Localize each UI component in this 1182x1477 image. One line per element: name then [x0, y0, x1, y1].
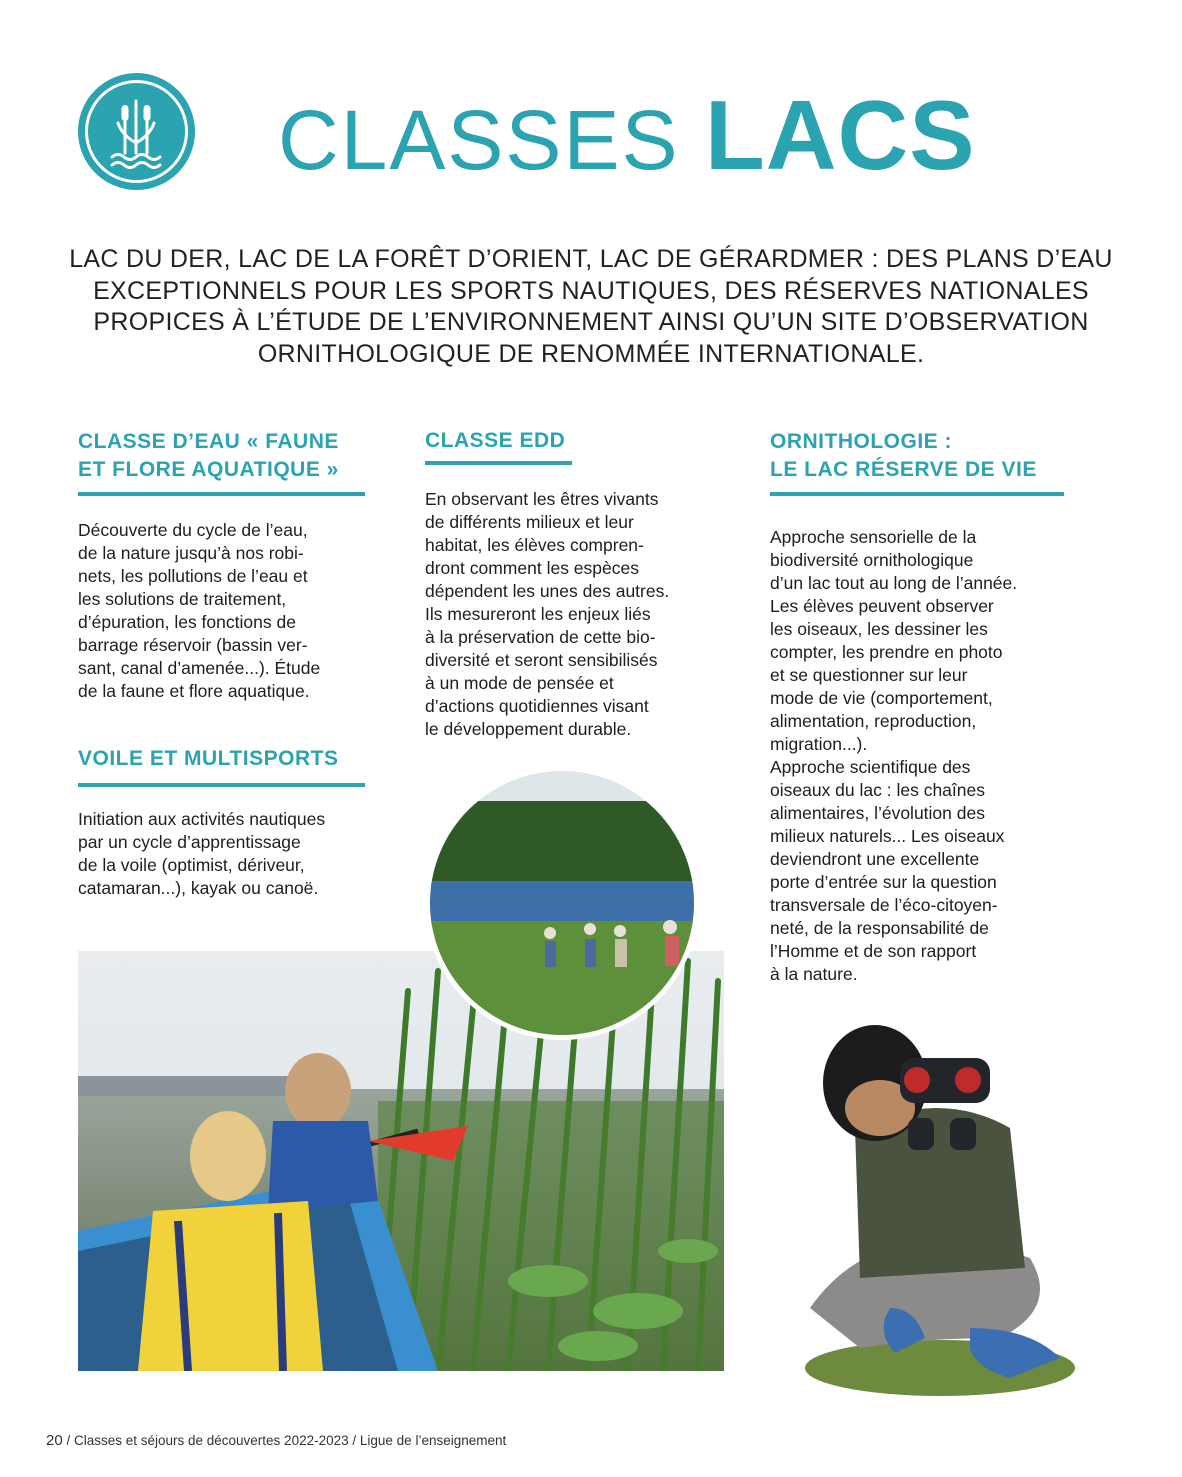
footer-separator: / — [348, 1433, 360, 1448]
section-ornitho-title-line1: ORNITHOLOGIE : — [770, 430, 952, 453]
section-edd-heading: CLASSE EDD — [425, 429, 566, 452]
section-eau-heading — [78, 428, 339, 484]
page-title — [278, 80, 976, 190]
section-voile-heading: VOILE ET MULTISPORTS — [78, 747, 339, 770]
section-ornitho-heading — [770, 428, 1037, 484]
section-ornitho-title-line2: LE LAC RÉSERVE DE VIE — [770, 458, 1037, 481]
title-light: CLASSES — [278, 93, 705, 187]
footer-publisher: Ligue de l’enseignement — [359, 1433, 507, 1448]
section-voile-rule — [78, 783, 365, 787]
section-edd-text: En observant les êtres vivants de différents milieux et leur habitat, les élèves compren- dront comment les espèces dépendent les unes des autres. Ils mesureront les enjeux liés à la préservation de cette bio- diversité et seront sensibilisés à un mode de pensée et d’actions quotidiennes visant le développement durable. — [425, 489, 670, 739]
page-number: 20 — [46, 1432, 63, 1449]
footer-separator: / — [62, 1433, 74, 1448]
section-ornitho-rule — [770, 492, 1064, 496]
title-bold: LACS — [704, 80, 976, 190]
section-edd-rule — [425, 461, 572, 465]
lake-reeds-icon — [78, 73, 195, 190]
section-eau-title-line1: CLASSE D’EAU « FAUNE — [78, 430, 339, 453]
boy-binoculars-photo — [800, 1008, 1075, 1398]
intro-paragraph: LAC DU DER, LAC DE LA FORÊT D’ORIENT, LAC DE GÉRARDMER : DES PLANS D’EAU EXCEPTIONNELS POUR LES SPORTS NAUTIQUES, DES RÉSERVES NATIONALES PROPICES À L’ÉTUDE DE L’ENVIRONNEMENT AINSI QU’UN SITE D’OBSERVATION ORNITHOLOGIQUE DE RENOMMÉE INTERNATIONALE. — [69, 245, 1113, 368]
footer-publication: Classes et séjours de découvertes 2022-2023 — [73, 1433, 349, 1448]
section-eau-rule — [78, 492, 365, 496]
section-eau-text: Découverte du cycle de l’eau, de la nature jusqu’à nos robi- nets, les pollutions de l’eau et les solutions de traitement, d’épuration, les fonctions de barrage réservoir (bassin ver- sant, canal d’amenée...). Étude de la faune et flore aquatique. — [78, 520, 321, 701]
section-ornitho-text: Approche sensorielle de la biodiversité ornithologique d’un lac tout au long de l’année. Les élèves peuvent observer les oiseaux, les dessiner les compter, les prendre en photo et se questionner sur leur mode de vie (comportement, alimentation, reproduction, migration...). Approche scientifique des oiseaux du lac : les chaînes alimentaires, l’évolution des milieux naturels... Les oiseaux deviendront une excellente porte d’entrée sur la question transversale de l’éco-citoyen- neté, de la responsabilité de l’Homme et de son rapport à la nature. — [770, 527, 1018, 984]
section-voile-text: Initiation aux activités nautiques par un cycle d’apprentissage de la voile (optimist, dériveur, catamaran...), kayak ou canoë. — [78, 809, 326, 898]
section-eau-title-line2: ET FLORE AQUATIQUE » — [78, 458, 339, 481]
lake-group-photo — [425, 766, 699, 1040]
page-footer — [46, 1432, 506, 1449]
